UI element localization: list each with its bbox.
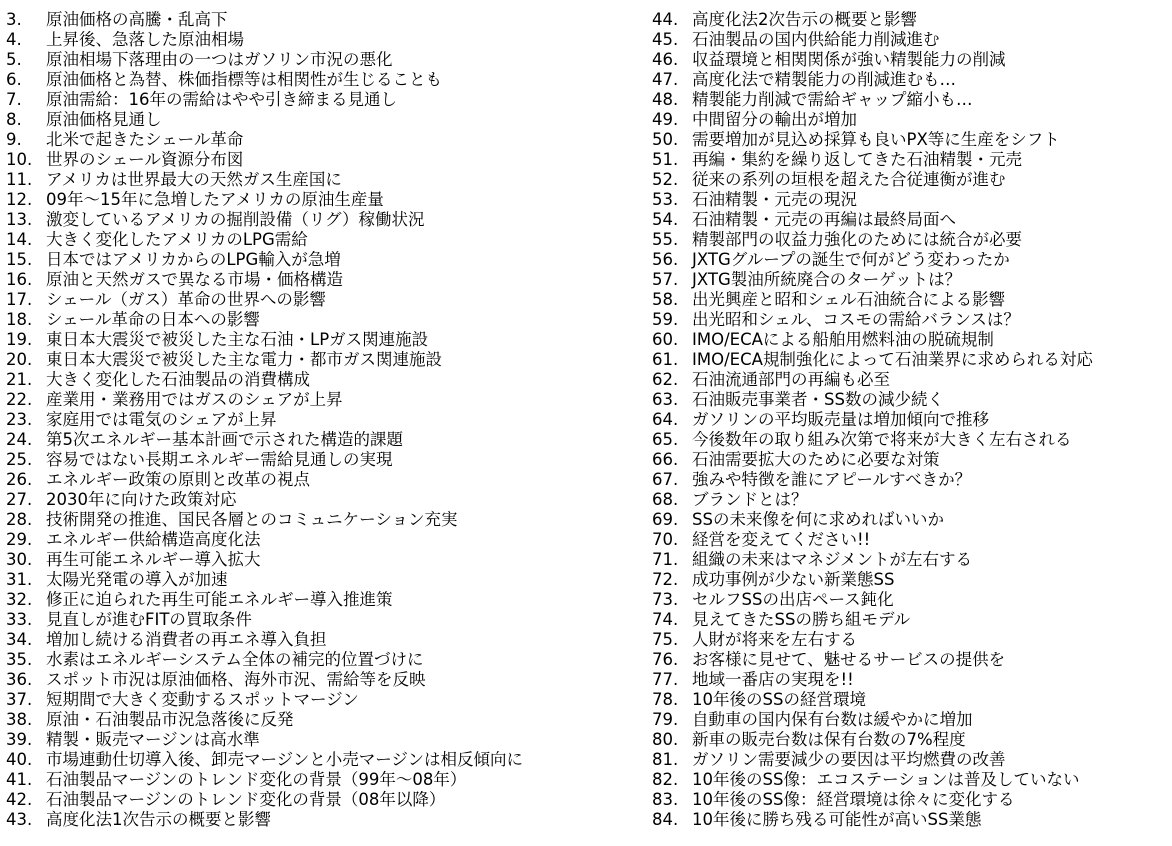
toc-entry-number: 58.: [652, 290, 679, 309]
toc-entry: [652, 590, 1168, 610]
toc-entry-number: 38.: [6, 710, 33, 729]
toc-entry-title: 再編・集約を繰り返してきた石油精製・元売: [692, 150, 1022, 169]
toc-entry: [652, 190, 1168, 210]
toc-entry-number: 83.: [652, 790, 679, 809]
toc-entry-title: 原油・石油製品市況急落後に反発: [46, 710, 294, 729]
toc-right-column: [652, 10, 1168, 830]
toc-entry: [6, 650, 646, 670]
toc-entry-number: 59.: [652, 310, 679, 329]
toc-entry: [652, 230, 1168, 250]
toc-entry-title: 精製・販売マージンは高水準: [46, 730, 260, 749]
toc-entry-number: 7.: [6, 90, 22, 109]
toc-entry: [652, 690, 1168, 710]
toc-entry: [652, 290, 1168, 310]
toc-entry-number: 22.: [6, 390, 33, 409]
toc-entry-title: JXTGグループの誕生で何がどう変わったか: [692, 250, 1010, 269]
toc-entry-title: 増加し続ける消費者の再エネ導入負担: [46, 630, 327, 649]
toc-entry-number: 12.: [6, 190, 33, 209]
toc-entry-number: 31.: [6, 570, 33, 589]
toc-entry-title: 出光昭和シェル、コスモの需給バランスは？: [692, 310, 1020, 329]
toc-entry-number: 44.: [652, 10, 679, 29]
toc-entry: [6, 810, 646, 830]
toc-entry: [6, 750, 646, 770]
toc-entry-number: 82.: [652, 770, 679, 789]
toc-entry-title: 容易ではない長期エネルギー需給見通しの実現: [46, 450, 393, 469]
toc-entry: [6, 610, 646, 630]
toc-entry: [6, 470, 646, 490]
toc-entry-number: 33.: [6, 610, 33, 629]
toc-entry-title: 高度化法1次告示の概要と影響: [46, 810, 271, 829]
toc-entry: [6, 550, 646, 570]
toc-entry-title: シェール（ガス）革命の世界への影響: [46, 290, 326, 309]
toc-entry-number: 5.: [6, 50, 22, 69]
toc-entry-number: 30.: [6, 550, 33, 569]
toc-entry-number: 43.: [6, 810, 33, 829]
toc-entry-number: 23.: [6, 410, 33, 429]
toc-entry-number: 51.: [652, 150, 679, 169]
toc-entry-title: アメリカは世界最大の天然ガス生産国に: [46, 170, 342, 189]
toc-entry-number: 4.: [6, 30, 22, 49]
toc-entry-number: 50.: [652, 130, 679, 149]
toc-entry: [652, 750, 1168, 770]
toc-entry: [6, 250, 646, 270]
toc-entry: [652, 470, 1168, 490]
toc-entry-number: 73.: [652, 590, 679, 609]
toc-entry: [652, 70, 1168, 90]
toc-entry: [652, 610, 1168, 630]
toc-entry-number: 74.: [652, 610, 679, 629]
toc-entry-number: 60.: [652, 330, 679, 349]
toc-entry-number: 11.: [6, 170, 33, 189]
toc-entry-number: 55.: [652, 230, 679, 249]
toc-entry-title: 石油需要拡大のために必要な対策: [692, 450, 940, 469]
toc-entry: [652, 790, 1168, 810]
toc-entry-title: 産業用・業務用ではガスのシェアが上昇: [46, 390, 343, 409]
toc-entry-title: 上昇後、急落した原油相場: [46, 30, 244, 49]
toc-entry-title: 成功事例が少ない新業態SS: [692, 570, 895, 589]
toc-entry-title: エネルギー供給構造高度化法: [46, 530, 261, 549]
toc-entry: [6, 570, 646, 590]
toc-entry-number: 65.: [652, 430, 679, 449]
toc-entry-number: 17.: [6, 290, 33, 309]
toc-entry-number: 61.: [652, 350, 679, 369]
toc-entry: [652, 110, 1168, 130]
toc-entry-title: 地域一番店の実現を!!: [692, 670, 854, 689]
toc-entry: [6, 450, 646, 470]
toc-entry-number: 77.: [652, 670, 679, 689]
toc-entry: [652, 330, 1168, 350]
toc-entry-title: 原油需給：16年の需給はやや引き締まる見通し: [46, 90, 397, 109]
toc-entry-title: 修正に迫られた再生可能エネルギー導入推進策: [46, 590, 393, 609]
toc-entry-number: 3.: [6, 10, 22, 29]
toc-entry: [652, 510, 1168, 530]
toc-entry: [6, 90, 646, 110]
toc-entry-title: IMO/ECA規制強化によって石油業界に求められる対応: [692, 350, 1093, 369]
toc-entry-title: ブランドとは？: [692, 490, 808, 509]
toc-entry-number: 46.: [652, 50, 679, 69]
toc-entry-title: 出光興産と昭和シェル石油統合による影響: [692, 290, 1006, 309]
toc-entry-title: 10年後に勝ち残る可能性が高いSS業態: [692, 810, 982, 829]
toc-entry: [6, 410, 646, 430]
toc-entry-title: 見えてきたSSの勝ち組モデル: [692, 610, 911, 629]
toc-entry-number: 53.: [652, 190, 679, 209]
toc-entry: [652, 570, 1168, 590]
toc-entry-title: 強みや特徴を誰にアピールすべきか？: [692, 470, 972, 489]
toc-entry: [6, 150, 646, 170]
toc-entry: [652, 530, 1168, 550]
toc-entry-title: 新車の販売台数は保有台数の7%程度: [692, 730, 966, 749]
toc-entry-title: 日本ではアメリカからのLPG輸入が急増: [46, 250, 341, 269]
toc-entry-title: 10年後のSS像：経営環境は徐々に変化する: [692, 790, 1015, 809]
toc-entry-number: 49.: [652, 110, 679, 129]
toc-entry-title: 見直しが進むFITの買取条件: [46, 610, 252, 629]
toc-entry-title: 水素はエネルギーシステム全体の補完的位置づけに: [46, 650, 424, 669]
toc-entry: [652, 710, 1168, 730]
toc-entry-title: 激変しているアメリカの掘削設備（リグ）稼働状況: [46, 210, 425, 229]
toc-entry-title: 需要増加が見込め採算も良いPX等に生産をシフト: [692, 130, 1060, 149]
toc-entry-number: 75.: [652, 630, 679, 649]
toc-entry: [652, 130, 1168, 150]
toc-entry-number: 20.: [6, 350, 33, 369]
toc-entry-title: 精製能力削減で需給ギャップ縮小も…: [692, 90, 973, 109]
toc-entry: [652, 410, 1168, 430]
toc-entry: [652, 630, 1168, 650]
toc-entry-title: 石油製品マージンのトレンド変化の背景（99年～08年）: [46, 770, 467, 789]
toc-entry: [6, 110, 646, 130]
toc-entry-number: 10.: [6, 150, 33, 169]
toc-entry-title: 東日本大震災で被災した主な電力・都市ガス関連施設: [46, 350, 442, 369]
toc-entry-number: 25.: [6, 450, 33, 469]
toc-entry: [652, 390, 1168, 410]
toc-entry-number: 14.: [6, 230, 33, 249]
toc-entry-title: 北米で起きたシェール革命: [46, 130, 244, 149]
toc-entry-number: 26.: [6, 470, 33, 489]
toc-entry-title: 石油製品の国内供給能力削減進む: [692, 30, 940, 49]
toc-entry-title: 石油精製・元売の現況: [692, 190, 857, 209]
toc-entry: [652, 350, 1168, 370]
toc-entry: [652, 450, 1168, 470]
toc-entry: [6, 190, 646, 210]
toc-entry: [6, 50, 646, 70]
toc-entry-number: 24.: [6, 430, 33, 449]
toc-entry-number: 72.: [652, 570, 679, 589]
toc-entry-number: 39.: [6, 730, 33, 749]
toc-entry-title: 石油精製・元売の再編は最終局面へ: [692, 210, 956, 229]
toc-entry-number: 62.: [652, 370, 679, 389]
toc-entry-title: 市場連動仕切導入後、卸売マージンと小売マージンは相反傾向に: [46, 750, 524, 769]
toc-entry-number: 37.: [6, 690, 33, 709]
toc-entry: [652, 30, 1168, 50]
toc-entry-title: JXTG製油所統廃合のターゲットは？: [692, 270, 962, 289]
toc-entry-number: 71.: [652, 550, 679, 569]
toc-entry: [652, 370, 1168, 390]
toc-entry-number: 67.: [652, 470, 679, 489]
toc-entry: [6, 310, 646, 330]
toc-entry-title: 今後数年の取り組み次第で将来が大きく左右される: [692, 430, 1072, 449]
toc-entry: [6, 530, 646, 550]
toc-entry: [6, 210, 646, 230]
toc-entry-number: 78.: [652, 690, 679, 709]
toc-entry: [652, 650, 1168, 670]
toc-entry-number: 69.: [652, 510, 679, 529]
toc-entry-number: 64.: [652, 410, 679, 429]
toc-entry-title: 大きく変化したアメリカのLPG需給: [46, 230, 308, 249]
toc-entry-title: 世界のシェール資源分布図: [46, 150, 244, 169]
toc-entry: [652, 90, 1168, 110]
toc-entry-title: 技術開発の推進、国民各層とのコミュニケーション充実: [46, 510, 458, 529]
toc-entry: [6, 730, 646, 750]
toc-entry-number: 68.: [652, 490, 679, 509]
toc-entry-number: 80.: [652, 730, 679, 749]
toc-entry-number: 40.: [6, 750, 33, 769]
toc-entry-number: 48.: [652, 90, 679, 109]
toc-entry-title: 組織の未来はマネジメントが左右する: [692, 550, 973, 569]
toc-entry-title: 石油販売事業者・SS数の減少続く: [692, 390, 944, 409]
toc-entry: [652, 250, 1168, 270]
toc-entry: [6, 30, 646, 50]
toc-entry-title: 高度化法2次告示の概要と影響: [692, 10, 917, 29]
toc-entry-title: 再生可能エネルギー導入拡大: [46, 550, 261, 569]
toc-entry-number: 8.: [6, 110, 22, 129]
toc-entry: [652, 430, 1168, 450]
toc-entry-title: 太陽光発電の導入が加速: [46, 570, 228, 589]
toc-entry-number: 13.: [6, 210, 33, 229]
toc-entry: [6, 590, 646, 610]
toc-entry-title: 石油製品マージンのトレンド変化の背景（08年以降）: [46, 790, 446, 809]
toc-entry-number: 15.: [6, 250, 33, 269]
toc-entry-number: 42.: [6, 790, 33, 809]
toc-entry-number: 21.: [6, 370, 33, 389]
toc-entry-title: スポット市況は原油価格、海外市況、需給等を反映: [46, 670, 426, 689]
toc-entry-title: シェール革命の日本への影響: [46, 310, 260, 329]
toc-entry: [6, 230, 646, 250]
toc-entry-title: 中間留分の輸出が増加: [692, 110, 857, 129]
toc-entry-title: 自動車の国内保有台数は緩やかに増加: [692, 710, 973, 729]
toc-entry: [6, 330, 646, 350]
toc-entry-title: 原油と天然ガスで異なる市場・価格構造: [46, 270, 343, 289]
toc-entry-number: 28.: [6, 510, 33, 529]
toc-entry: [652, 810, 1168, 830]
toc-entry: [652, 270, 1168, 290]
toc-entry: [6, 130, 646, 150]
toc-entry-number: 27.: [6, 490, 33, 509]
toc-entry: [6, 790, 646, 810]
toc-entry-number: 56.: [652, 250, 679, 269]
toc-entry-number: 70.: [652, 530, 679, 549]
toc-entry-number: 66.: [652, 450, 679, 469]
toc-entry: [6, 10, 646, 30]
toc-entry-number: 84.: [652, 810, 679, 829]
toc-entry-title: 人財が将来を左右する: [692, 630, 857, 649]
toc-entry-number: 9.: [6, 130, 22, 149]
toc-entry-number: 45.: [652, 30, 679, 49]
toc-entry-number: 36.: [6, 670, 33, 689]
toc-entry-title: 短期間で大きく変動するスポットマージン: [46, 690, 359, 709]
toc-entry: [652, 310, 1168, 330]
toc-entry: [6, 170, 646, 190]
toc-entry-number: 79.: [652, 710, 679, 729]
toc-entry-number: 81.: [652, 750, 679, 769]
toc-entry: [652, 550, 1168, 570]
toc-entry-title: ガソリンの平均販売量は増加傾向で推移: [692, 410, 989, 429]
toc-entry: [6, 270, 646, 290]
toc-entry-title: ガソリン需要減少の要因は平均燃費の改善: [692, 750, 1006, 769]
toc-entry-number: 35.: [6, 650, 33, 669]
toc-entry: [6, 710, 646, 730]
toc-entry-title: 経営を変えてください!!: [692, 530, 871, 549]
toc-entry: [6, 370, 646, 390]
toc-entry: [6, 350, 646, 370]
toc-entry-title: 原油価格と為替、株価指標等は相関性が生じることも: [46, 70, 442, 89]
toc-entry: [652, 50, 1168, 70]
toc-entry-number: 76.: [652, 650, 679, 669]
toc-entry-title: 石油流通部門の再編も必至: [692, 370, 890, 389]
toc-entry: [6, 70, 646, 90]
toc-entry-title: 従来の系列の垣根を超えた合従連衡が進む: [692, 170, 1006, 189]
toc-entry: [6, 390, 646, 410]
toc-entry: [652, 210, 1168, 230]
toc-entry-number: 6.: [6, 70, 22, 89]
toc-entry: [6, 430, 646, 450]
toc-entry: [6, 670, 646, 690]
toc-entry-number: 16.: [6, 270, 33, 289]
toc-entry-title: 2030年に向けた政策対応: [46, 490, 237, 509]
toc-entry-title: 10年後のSS像：エコステーションは普及していない: [692, 770, 1080, 789]
toc-entry: [6, 770, 646, 790]
toc-entry-number: 32.: [6, 590, 33, 609]
toc-entry-title: SSの未来像を何に求めればいいか: [692, 510, 944, 529]
toc-entry-title: 10年後のSSの経営環境: [692, 690, 866, 709]
toc-entry-title: 第5次エネルギー基本計画で示された構造的課題: [46, 430, 403, 449]
toc-entry-title: 大きく変化した石油製品の消費構成: [46, 370, 310, 389]
toc-entry-title: エネルギー政策の原則と改革の視点: [46, 470, 310, 489]
toc-entry-title: 精製部門の収益力強化のためには統合が必要: [692, 230, 1022, 249]
toc-entry: [652, 490, 1168, 510]
toc-entry-number: 41.: [6, 770, 33, 789]
toc-entry: [652, 10, 1168, 30]
toc-entry-title: 原油価格見通し: [46, 110, 162, 129]
toc-entry-title: 家庭用では電気のシェアが上昇: [46, 410, 277, 429]
toc-entry-title: セルフSSの出店ペース鈍化: [692, 590, 894, 609]
toc-entry-number: 52.: [652, 170, 679, 189]
toc-entry: [6, 690, 646, 710]
toc-left-column: [6, 10, 646, 830]
toc-entry-number: 57.: [652, 270, 679, 289]
toc-entry-number: 19.: [6, 330, 33, 349]
toc-entry-title: 09年～15年に急増したアメリカの原油生産量: [46, 190, 384, 209]
toc-entry: [652, 150, 1168, 170]
toc-entry-title: お客様に見せて、魅せるサービスの提供を: [692, 650, 1006, 669]
toc-entry: [652, 670, 1168, 690]
toc-entry-number: 34.: [6, 630, 33, 649]
toc-entry: [6, 510, 646, 530]
toc-entry: [652, 170, 1168, 190]
toc-entry: [6, 490, 646, 510]
toc-entry-title: 原油相場下落理由の一つはガソリン市況の悪化: [46, 50, 393, 69]
toc-entry-number: 29.: [6, 530, 33, 549]
toc-entry: [652, 770, 1168, 790]
toc-entry-title: 高度化法で精製能力の削減進むも…: [692, 70, 956, 89]
toc-entry-title: 収益環境と相関関係が強い精製能力の削減: [692, 50, 1006, 69]
toc-entry: [652, 730, 1168, 750]
toc-entry-title: 原油価格の高騰・乱高下: [46, 10, 228, 29]
toc-entry-title: IMO/ECAによる船舶用燃料油の脱硫規制: [692, 330, 994, 349]
toc-entry-title: 東日本大震災で被災した主な石油・LPガス関連施設: [46, 330, 429, 349]
toc-entry-number: 54.: [652, 210, 679, 229]
toc-entry-number: 18.: [6, 310, 33, 329]
toc-entry: [6, 290, 646, 310]
toc-entry: [6, 630, 646, 650]
toc-entry-number: 47.: [652, 70, 679, 89]
toc-entry-number: 63.: [652, 390, 679, 409]
